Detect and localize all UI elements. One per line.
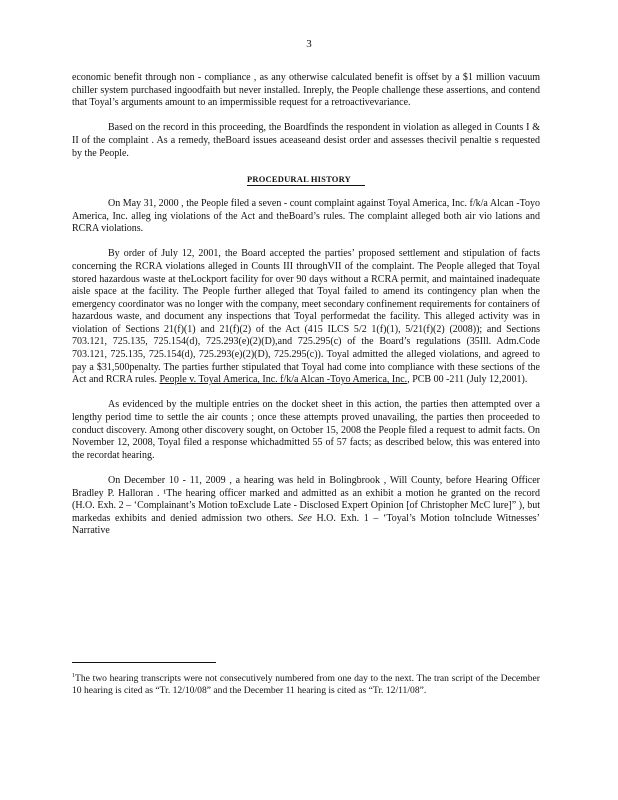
footnote (72, 670, 540, 697)
paragraph-settlement (72, 248, 540, 387)
hearing-text: On December 10 - 11, 2009 , a hearing was held in Bolingbrook , Will County, before Hearing Officer Bradley P. Halloran . ¹The hearing officer marked and admitted as an exhibit a motion he granted on the record (H.O. Exh. 2 – ‘Complainant’s Motion toExclude Late - Disclosed Expert Opinion [of Christopher McC lure]” ), but markedas exhibits and denied admission two others. (72, 475, 540, 524)
case-citation: People v. Toyal America, Inc. f/k/a Alcan -Toyo America, Inc. (159, 374, 408, 386)
body-text (72, 72, 540, 551)
footnote-divider (72, 662, 216, 663)
heading-text: PROCEDURAL HISTORY (247, 174, 365, 186)
section-heading (72, 173, 540, 186)
citation-tail: , PCB 00 -211 (July 12,2001). (407, 374, 528, 386)
footnote-marker: 1 (72, 673, 75, 679)
page-number: 3 (306, 38, 312, 50)
paragraph-complaint: On May 31, 2000 , the People filed a seven - count complaint against Toyal America, Inc. f/k/a Alcan -Toyo America, Inc. alleg ing violations of the Act and theBoard’s rules. The complaint alleged both air vio lations and RCRA violations. (72, 197, 540, 235)
paragraph-benefit: economic benefit through non - compliance , as any otherwise calculated benefit is offset by a $1 million vacuum chiller system purchased ingoodfaith but never installed. Inreply, the People challenge these assertions, and contend that Toyal’s arguments amount to an impermissible request for a retroactivevariance. (72, 72, 540, 109)
paragraph-finding: Based on the record in this proceeding, the Boardfinds the respondent in violation as alleged in Counts I & II of the complaint . As a remedy, theBoard issues aceaseand desist order and assesses thecivil penaltie s requested by the People. (72, 122, 540, 159)
see-signal: See (297, 512, 312, 524)
settlement-text: By order of July 12, 2001, the Board accepted the parties’ proposed settlement and stipulation of facts concerning the RCRA violations alleged in Counts III throughVII of the complaint. The People alleged that Toyal stored hazardous waste at theLockport facility for over 90 days without a RCRA permit, and maintained inadequate aisle space at the facility. The People further alleged that Toyal failed to amend its contingency plan when the emergency coordinator was no longer with the company, meet secondary confinement requirements for containers of hazardous waste, and document any inspections that Toyal performedat the facility. This alleged activity was in violation of Sections 21(f)(1) and 21(f)(2) of the Act (415 ILCS 5/2 1(f)(1), 5/21(f)(2) (2008)); and Sections 703.121, 725.135, 725.154(d), 725.293(e)(2)(D),and 725.295(c) of the Board’s regulations (35Ill. Adm.Code 703.121, 725.135, 725.154(d), 725.293(e)(2)(D), 725.295(c)). Toyal admitted the alleged violations, and agreed to pay a $31,500penalty. The parties further stipulated that Toyal had come into compliance with these sections of the Act and RCRA rules. (72, 248, 540, 386)
paragraph-hearing (72, 475, 540, 538)
hearing-tail: H.O. Exh. 1 – ‘Toyal’s Motion toInclude Witnesses’ Narrative (72, 512, 541, 537)
paragraph-discovery: As evidenced by the multiple entries on the docket sheet in this action, the parties then attempted over a lengthy period time to settle the air counts ; once these attempts proved unavailing, the parties then proceeded to conduct discovery. Among other discovery sought, on October 15, 2008 the People filed a request to admit facts. On November 12, 2008, Toyal filed a response whichadmitted 55 of 57 facts; as described below, this was entered into the recordat hearing. (72, 399, 540, 461)
footnote-text: The two hearing transcripts were not consecutively numbered from one day to the next. The tran script of the December 10 hearing is cited as “Tr. 12/10/08” and the December 11 hearing is cited as “Tr. 12/11/08”. (72, 673, 540, 697)
